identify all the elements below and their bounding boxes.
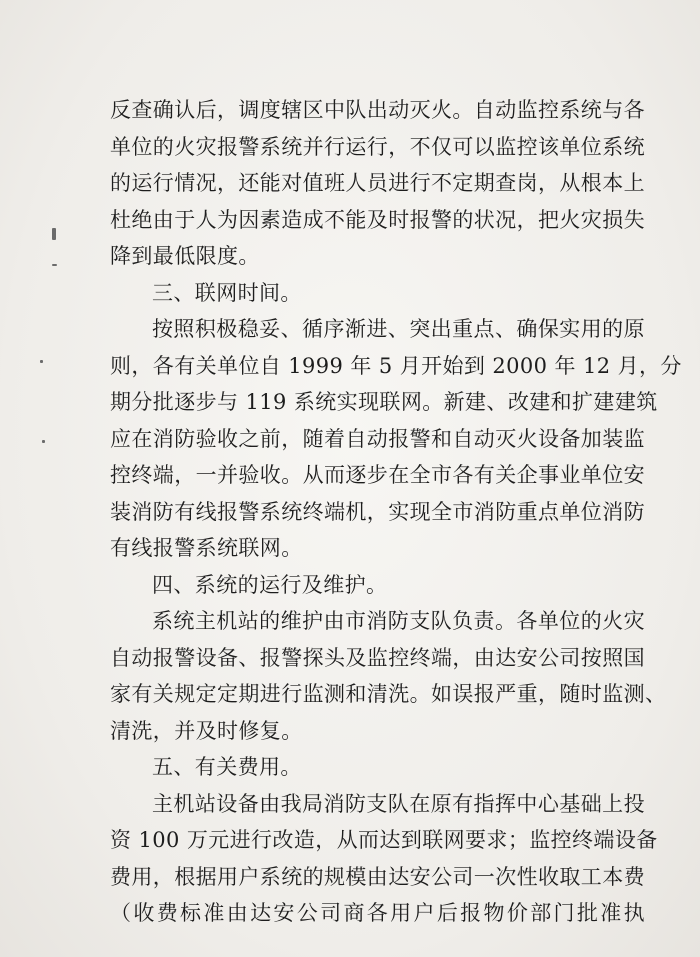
text-line: 主机站设备由我局消防支队在原有指挥中心基础上投 <box>152 791 645 816</box>
text-line: 杜绝由于人为因素造成不能及时报警的状况，把火灾损失 <box>110 207 645 232</box>
text-line: 资 100 万元进行改造，从而达到联网要求；监控终端设备 <box>110 828 658 852</box>
text-line: 的运行情况，还能对值班人员进行不定期查岗，从根本上 <box>110 171 645 195</box>
text-line: 四、系统的运行及维护。 <box>152 572 388 597</box>
text-line: 家有关规定定期进行监测和清洗。如误报严重，随时监测、 <box>110 682 667 706</box>
text-line: 装消防有线报警系统终端机，实现全市消防重点单位消防 <box>110 499 645 524</box>
margin-speck <box>52 228 56 240</box>
text-line: 反查确认后，调度辖区中队出动灭火。自动监控系统与各 <box>110 98 645 122</box>
text-line: 控终端，一并验收。从而逐步在全市各有关企事业单位安 <box>110 463 645 487</box>
text-line: 五、有关费用。 <box>152 755 302 779</box>
text-line: 有线报警系统联网。 <box>110 536 303 560</box>
text-line: （收费标准由达安公司商各用户后报物价部门批准执 <box>110 901 645 925</box>
text-line: 则，各有关单位自 1999 年 5 月开始到 2000 年 12 月，分 <box>110 353 682 378</box>
text-line: 三、联网时间。 <box>152 280 302 305</box>
text-line: 系统主机站的维护由市消防支队负责。各单位的火灾 <box>152 609 645 633</box>
text-line: 费用，根据用户系统的规模由达安公司一次性收取工本费 <box>110 864 645 889</box>
text-line: 单位的火灾报警系统并行运行，不仅可以监控该单位系统 <box>110 134 645 159</box>
document-body <box>110 92 682 932</box>
text-line: 应在消防验收之前，随着自动报警和自动灭火设备加装监 <box>110 426 645 451</box>
margin-speck <box>42 440 45 443</box>
text-line: 期分批逐步与 119 系统实现联网。新建、改建和扩建建筑 <box>110 390 658 414</box>
text-line: 清洗，并及时修复。 <box>110 718 303 743</box>
text-line: 按照积极稳妥、循序渐进、突出重点、确保实用的原 <box>152 317 645 341</box>
binding-hole-marks <box>30 200 60 500</box>
text-line: 降到最低限度。 <box>110 244 260 268</box>
margin-speck <box>40 360 43 363</box>
text-line: 自动报警设备、报警探头及监控终端，由达安公司按照国 <box>110 645 645 670</box>
margin-speck <box>52 264 57 266</box>
